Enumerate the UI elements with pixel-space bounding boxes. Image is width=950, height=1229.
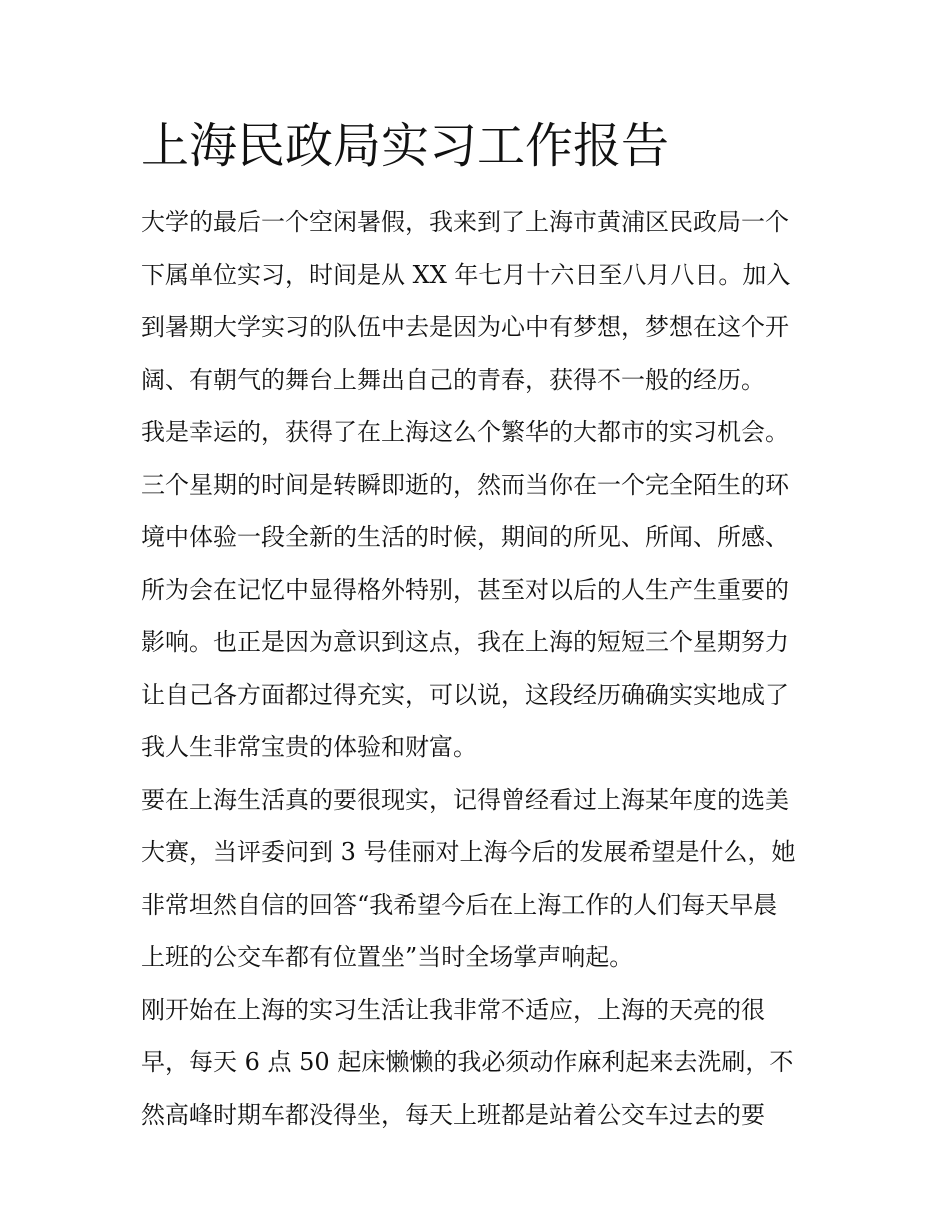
body-line: 我是幸运的，获得了在上海这么个繁华的大都市的实习机会。 bbox=[141, 418, 789, 446]
body-line: 非常坦然自信的回答“我希望今后在上海工作的人们每天早晨 bbox=[141, 890, 778, 919]
body-line: 阔、有朝气的舞台上舞出自己的青春，获得不一般的经历。 bbox=[141, 365, 765, 394]
body-line: 我人生非常宝贵的体验和财富。 bbox=[141, 733, 477, 761]
body-line: 要在上海生活真的要很现实，记得曾经看过上海某年度的选美 bbox=[141, 785, 789, 814]
body-line: 大赛，当评委问到 3 号佳丽对上海今后的发展希望是什么，她 bbox=[141, 838, 796, 866]
body-line: 到暑期大学实习的队伍中去是因为心中有梦想，梦想在这个开 bbox=[141, 313, 789, 341]
body-line: 境中体验一段全新的生活的时候，期间的所见、所闻、所感、 bbox=[141, 523, 789, 551]
body-line: 让自己各方面都过得充实，可以说，这段经历确确实实地成了 bbox=[141, 680, 789, 709]
body-line: 三个星期的时间是转瞬即逝的，然而当你在一个完全陌生的环 bbox=[141, 470, 789, 499]
document-title: 上海民政局实习工作报告 bbox=[141, 118, 670, 174]
body-line: 下属单位实习，时间是从 XX 年七月十六日至八月八日。加入 bbox=[141, 260, 791, 289]
body-line: 早，每天 6 点 50 起床懒懒的我必须动作麻利起来去洗刷，不 bbox=[141, 1048, 794, 1076]
body-line: 大学的最后一个空闲暑假，我来到了上海市黄浦区民政局一个 bbox=[141, 208, 789, 236]
document-body bbox=[141, 196, 821, 1141]
body-line: 然高峰时期车都没得坐，每天上班都是站着公交车过去的要 bbox=[141, 1100, 765, 1129]
body-line: 刚开始在上海的实习生活让我非常不适应，上海的天亮的很 bbox=[141, 995, 765, 1024]
body-line: 上班的公交车都有位置坐”当时全场掌声响起。 bbox=[141, 943, 634, 971]
body-line: 所为会在记忆中显得格外特别，甚至对以后的人生产生重要的 bbox=[141, 575, 789, 604]
body-line: 影响。也正是因为意识到这点，我在上海的短短三个星期努力 bbox=[141, 628, 789, 656]
